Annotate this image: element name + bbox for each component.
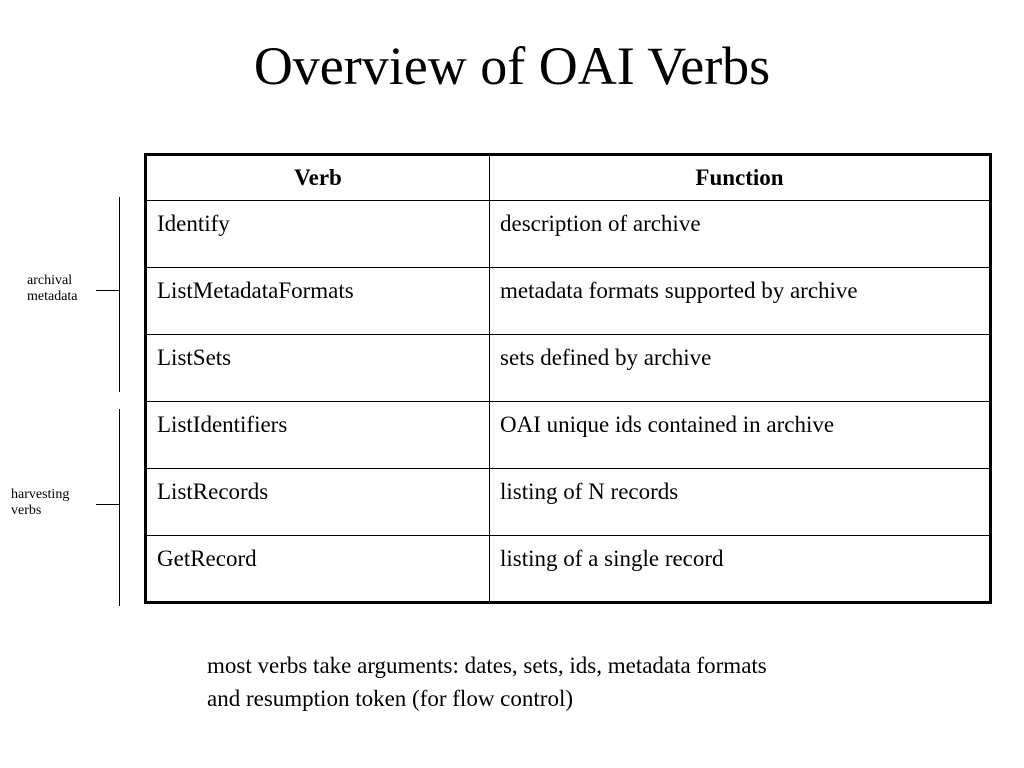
harvesting-verbs-bracket xyxy=(119,409,120,606)
table-row xyxy=(146,268,991,335)
function-cell: listing of a single record xyxy=(490,536,991,603)
function-cell: OAI unique ids contained in archive xyxy=(490,402,991,469)
table-header-row xyxy=(146,155,991,201)
verb-cell: ListIdentifiers xyxy=(146,402,490,469)
verb-cell: ListMetadataFormats xyxy=(146,268,490,335)
oai-verbs-table xyxy=(144,153,992,604)
archival-metadata-bracket-tick xyxy=(96,290,119,291)
table-row xyxy=(146,201,991,268)
verb-cell: ListSets xyxy=(146,335,490,402)
archival-metadata-label xyxy=(27,273,78,305)
harvesting-verbs-label-line1: harvesting xyxy=(11,487,70,502)
harvesting-verbs-bracket-tick xyxy=(96,504,119,505)
verb-cell: GetRecord xyxy=(146,536,490,603)
function-column-header: Function xyxy=(490,155,991,201)
footnote-line2: and resumption token (for flow control) xyxy=(207,686,573,711)
function-cell: description of archive xyxy=(490,201,991,268)
function-cell: listing of N records xyxy=(490,469,991,536)
verb-column-header: Verb xyxy=(146,155,490,201)
harvesting-verbs-label xyxy=(11,487,69,519)
table-row xyxy=(146,402,991,469)
slide-title: Overview of OAI Verbs xyxy=(253,36,771,96)
archival-metadata-label-line2: metadata xyxy=(27,289,78,304)
footnote-line1: most verbs take arguments: dates, sets, ids, metadata formats xyxy=(207,653,767,678)
function-cell: metadata formats supported by archive xyxy=(490,268,991,335)
archival-metadata-bracket xyxy=(119,197,120,392)
harvesting-verbs-label-line2: verbs xyxy=(11,503,42,518)
verb-cell: ListRecords xyxy=(146,469,490,536)
arguments-footnote xyxy=(207,649,987,715)
table-row xyxy=(146,536,991,603)
verb-cell: Identify xyxy=(146,201,490,268)
archival-metadata-label-line1: archival xyxy=(27,273,73,288)
table-row xyxy=(146,335,991,402)
function-cell: sets defined by archive xyxy=(490,335,991,402)
table-row xyxy=(146,469,991,536)
